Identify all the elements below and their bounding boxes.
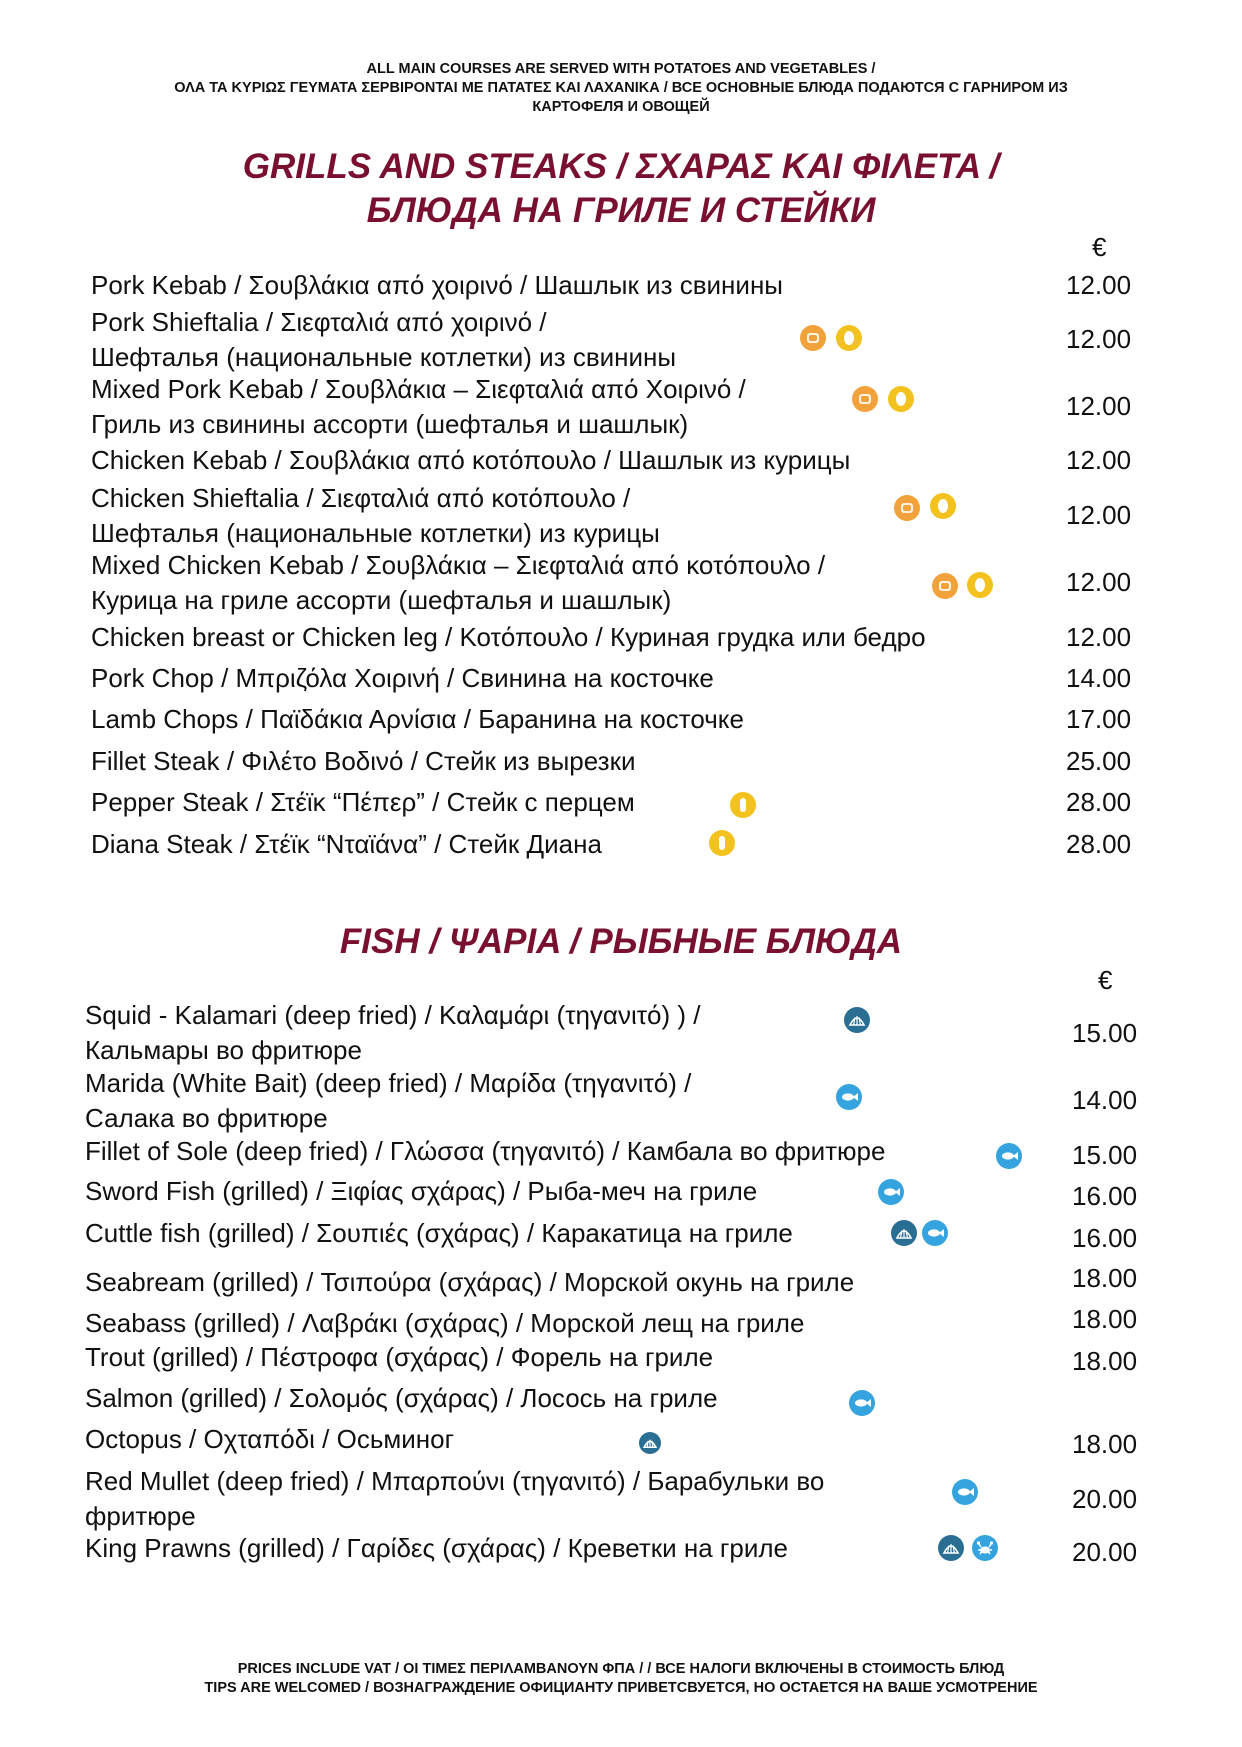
- mollusc-icon: [938, 1535, 964, 1561]
- item-price: 16.00: [1072, 1223, 1138, 1253]
- item-name-line-2: Курица на гриле ассорти (шефталья и шашлык): [91, 585, 672, 615]
- bottom-note-line-2: TIPS ARE WELCOMED / ВОЗНАГРАЖДЕНИЕ ОФИЦИАНТУ ПРИВЕТСВУЕТСЯ, НО ОСТАЕТСЯ НА ВАШЕ УСМОТРЕНИЕ: [204, 1680, 1038, 1696]
- mustard-icon: [709, 830, 735, 856]
- fish-currency: €: [1098, 965, 1113, 995]
- item-price: 12.00: [1066, 567, 1132, 597]
- egg-icon: [967, 572, 993, 598]
- item-name: Chicken Kebab / Σουβλάκια από κοτόπουλο / Шашлык из курицы: [91, 445, 851, 475]
- egg-icon: [836, 325, 862, 351]
- fish-icon: [849, 1390, 875, 1416]
- grills-title-line-2: БЛЮДА НА ГРИЛЕ И СТЕЙКИ: [366, 191, 876, 230]
- item-name-line-2: Шефталья (национальные котлетки) из свинины: [91, 342, 677, 372]
- item-price: 14.00: [1072, 1085, 1138, 1115]
- item-name: Mixed Pork Kebab / Σουβλάκια – Σιεφταλιά από Χοιρινό /: [91, 374, 746, 404]
- item-name: Pork Shieftalia / Σιεφταλιά από χοιρινό /: [91, 307, 547, 337]
- item-name: Red Mullet (deep fried) / Μπαρπούνι (τηγανιτό) / Барабульки во: [85, 1466, 825, 1496]
- item-name: Seabass (grilled) / Λαβράκι (σχάρας) / Морской лещ на гриле: [85, 1308, 805, 1338]
- item-name: Pork Chop / Μπριζόλα Χοιρινή / Свинина на косточке: [91, 663, 714, 693]
- item-price: 18.00: [1072, 1304, 1138, 1334]
- top-note: [0, 60, 1242, 117]
- item-name-line-2: Салака во фритюре: [85, 1103, 328, 1133]
- item-name: Fillet of Sole (deep fried) / Γλώσσα (τηγανιτό) / Камбала во фритюре: [85, 1136, 886, 1166]
- item-name: Octopus / Οχταπόδι / Осьминог: [85, 1424, 455, 1454]
- mollusc-icon: [639, 1432, 661, 1454]
- top-note-line-2: ΟΛΑ ΤΑ ΚΥΡΙΩΣ ΓΕΥΜΑΤΑ ΣΕΡΒΙΡΟΝΤΑΙ ΜΕ ΠΑΤΑΤΕΣ ΚΑΙ ΛΑΧΑΝΙΚΑ / ВСЕ ОСНОВНЫЕ БЛЮДА ПОДАЮТСЯ С ГАРНИРОМ ИЗ: [174, 80, 1068, 96]
- item-price: 12.00: [1066, 500, 1132, 530]
- item-name-line-2: Гриль из свинины ассорти (шефталья и шашлык): [91, 409, 689, 439]
- item-name-line-2: Кальмары во фритюре: [85, 1035, 362, 1065]
- item-price: 14.00: [1066, 663, 1132, 693]
- item-price: 28.00: [1066, 787, 1132, 817]
- mollusc-icon: [891, 1220, 917, 1246]
- bottom-note-line-1: PRICES INCLUDE VAT / ΟΙ ΤΙΜΕΣ ΠΕΡΙΛΑΜΒΑΝΟΥΝ ΦΠΑ / / ВСЕ НАЛОГИ ВКЛЮЧЕНЫ В СТОИМОСТЬ БЛЮД: [237, 1661, 1005, 1677]
- egg-icon: [930, 493, 956, 519]
- grills-title-line-1: GRILLS AND STEAKS / ΣΧΑΡΑΣ ΚΑΙ ΦΙΛΕΤΑ /: [242, 147, 1000, 186]
- crustacean-icon: [972, 1535, 998, 1561]
- item-price: 17.00: [1066, 704, 1132, 734]
- item-name: King Prawns (grilled) / Γαρίδες (σχάρας) / Креветки на гриле: [85, 1533, 788, 1563]
- fish-icon: [996, 1143, 1022, 1169]
- gluten-icon: [852, 386, 878, 412]
- top-note-line-1: ALL MAIN COURSES ARE SERVED WITH POTATOES AND VEGETABLES /: [366, 61, 876, 77]
- item-name-line-2: Шефталья (национальные котлетки) из курицы: [91, 518, 660, 548]
- item-price: 25.00: [1066, 746, 1132, 776]
- item-price: 15.00: [1072, 1140, 1138, 1170]
- item-name: Marida (White Bait) (deep fried) / Μαρίδα (τηγανιτό) /: [85, 1068, 692, 1098]
- gluten-icon: [800, 325, 826, 351]
- item-name: Squid - Kalamari (deep fried) / Καλαμάρι (τηγανιτό) ) /: [85, 1000, 701, 1030]
- gluten-icon: [894, 495, 920, 521]
- fish-icon: [878, 1179, 904, 1205]
- item-price: 16.00: [1072, 1181, 1138, 1211]
- grills-title: [0, 145, 1242, 233]
- item-price: 18.00: [1072, 1263, 1138, 1293]
- item-price: 20.00: [1072, 1484, 1138, 1514]
- item-name: Mixed Chicken Kebab / Σουβλάκια – Σιεφταλιά από κοτόπουλο /: [91, 550, 826, 580]
- item-price: 18.00: [1072, 1429, 1138, 1459]
- item-name: Pork Kebab / Σουβλάκια από χοιρινό / Шашлык из свинины: [91, 270, 783, 300]
- item-name: Diana Steak / Στέϊκ “Νταϊάνα” / Стейк Диана: [91, 829, 602, 859]
- item-price: 12.00: [1066, 270, 1132, 300]
- item-price: 28.00: [1066, 829, 1132, 859]
- top-note-line-3: КАРТОФЕЛЯ И ОВОЩЕЙ: [532, 99, 710, 115]
- item-name: Fillet Steak / Φιλέτο Βοδινό / Стейк из вырезки: [91, 746, 636, 776]
- item-name: Lamb Chops / Παϊδάκια Αρνίσια / Баранина на косточке: [91, 704, 744, 734]
- egg-icon: [888, 386, 914, 412]
- item-price: 12.00: [1066, 445, 1132, 475]
- item-price: 12.00: [1066, 622, 1132, 652]
- mollusc-icon: [844, 1007, 870, 1033]
- item-price: 12.00: [1066, 391, 1132, 421]
- item-price: 12.00: [1066, 324, 1132, 354]
- item-name: Cuttle fish (grilled) / Σουπιές (σχάρας) / Каракатица на гриле: [85, 1218, 793, 1248]
- fish-icon: [952, 1479, 978, 1505]
- item-name-line-2: фритюре: [85, 1501, 196, 1531]
- mustard-icon: [730, 792, 756, 818]
- item-name: Salmon (grilled) / Σολομός (σχάρας) / Лосось на гриле: [85, 1383, 718, 1413]
- fish-icon: [922, 1220, 948, 1246]
- item-price: 20.00: [1072, 1537, 1138, 1567]
- item-name: Seabream (grilled) / Τσιπούρα (σχάρας) / Морской окунь на гриле: [85, 1267, 855, 1297]
- item-name: Chicken Shieftalia / Σιεφταλιά από κοτόπουλο /: [91, 483, 631, 513]
- item-name: Sword Fish (grilled) / Ξιφίας σχάρας) / Рыба-меч на гриле: [85, 1176, 758, 1206]
- item-price: 15.00: [1072, 1018, 1138, 1048]
- fish-title: FISH / ΨΑΡΙΑ / РЫБНЫЕ БЛЮДА: [339, 922, 903, 961]
- item-price: 18.00: [1072, 1346, 1138, 1376]
- gluten-icon: [932, 573, 958, 599]
- item-name: Chicken breast or Chicken leg / Κοτόπουλο / Куриная грудка или бедро: [91, 622, 926, 652]
- grills-currency: €: [1092, 232, 1107, 262]
- item-name: Trout (grilled) / Πέστροφα (σχάρας) / Форель на гриле: [85, 1342, 714, 1372]
- item-name: Pepper Steak / Στέϊκ “Πέπερ” / Стейк с перцем: [91, 787, 635, 817]
- bottom-note: [0, 1660, 1242, 1698]
- fish-icon: [836, 1084, 862, 1110]
